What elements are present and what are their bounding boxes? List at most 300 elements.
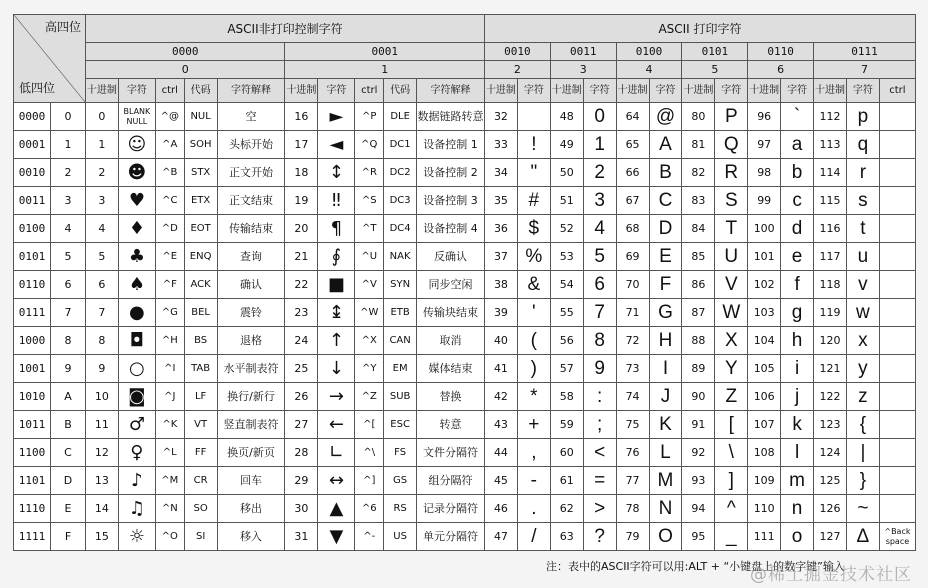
char-cell: J [649, 383, 682, 411]
char-cell: M [649, 467, 682, 495]
char-cell: / [517, 523, 550, 551]
code-cell: ACK [184, 271, 217, 299]
dec-header: 十进制 [484, 79, 517, 103]
char-cell: ← [318, 411, 355, 439]
dec-cell: 101 [748, 243, 781, 271]
ctrl-cell: ^N [155, 495, 184, 523]
code-cell: ENQ [184, 243, 217, 271]
dec-cell: 108 [748, 439, 781, 467]
char-cell: ` [781, 103, 814, 131]
char-cell: ● [118, 299, 155, 327]
ctrl-cell [879, 355, 915, 383]
dec-header: 十进制 [748, 79, 781, 103]
char-cell: " [517, 159, 550, 187]
code-header: 代码 [384, 79, 417, 103]
code-cell: VT [184, 411, 217, 439]
low-bits-cell: 1011 [14, 411, 51, 439]
high-num-2: 2 [484, 61, 550, 79]
char-cell: W [715, 299, 748, 327]
dec-cell: 122 [814, 383, 847, 411]
code-cell: LF [184, 383, 217, 411]
char-cell: < [583, 439, 616, 467]
char-cell: ↑ [318, 327, 355, 355]
code-cell: EOT [184, 215, 217, 243]
ctrl-cell: ^T [355, 215, 384, 243]
desc-cell: 水平制表符 [217, 355, 285, 383]
char-cell: o [781, 523, 814, 551]
dec-cell: 33 [484, 131, 517, 159]
watermark: @稀土掘金技术社区 [750, 565, 912, 585]
dec-cell: 113 [814, 131, 847, 159]
char-cell: ► [318, 103, 355, 131]
char-cell: ! [517, 131, 550, 159]
char-cell: ^ [715, 495, 748, 523]
low-bits-cell: 0001 [14, 131, 51, 159]
char-cell: D [649, 215, 682, 243]
dec-cell: 114 [814, 159, 847, 187]
char-cell: Y [715, 355, 748, 383]
dec-cell: 54 [550, 271, 583, 299]
dec-cell: 127 [814, 523, 847, 551]
dec-cell: 25 [285, 355, 318, 383]
low-bits-cell: 0110 [14, 271, 51, 299]
char-cell: ♥ [118, 187, 155, 215]
high-bits-0: 0000 [85, 43, 284, 61]
ctrl-cell: ^Q [355, 131, 384, 159]
dec-cell: 64 [616, 103, 649, 131]
dec-cell: 4 [85, 215, 118, 243]
low-hex-cell: 9 [51, 355, 86, 383]
desc-cell: 设备控制 1 [417, 131, 485, 159]
desc-cell: 组分隔符 [417, 467, 485, 495]
dec-cell: 50 [550, 159, 583, 187]
char-cell: ↨ [318, 299, 355, 327]
char-cell: s [846, 187, 879, 215]
ctrl-cell [879, 271, 915, 299]
dec-cell: 39 [484, 299, 517, 327]
ctrl-cell [879, 215, 915, 243]
char-cell: ∮ [318, 243, 355, 271]
char-cell: + [517, 411, 550, 439]
low-hex-cell: 8 [51, 327, 86, 355]
char-cell: r [846, 159, 879, 187]
high-num-1: 1 [285, 61, 485, 79]
char-cell: ☼ [118, 523, 155, 551]
ctrl-cell: ^P [355, 103, 384, 131]
dec-cell: 90 [682, 383, 715, 411]
char-cell: # [517, 187, 550, 215]
table-row [14, 327, 916, 355]
dec-cell: 78 [616, 495, 649, 523]
char-cell: d [781, 215, 814, 243]
dec-cell: 70 [616, 271, 649, 299]
high-num-5: 5 [682, 61, 748, 79]
dec-cell: 84 [682, 215, 715, 243]
char-cell: p [846, 103, 879, 131]
code-cell: EM [384, 355, 417, 383]
dec-cell: 51 [550, 187, 583, 215]
char-cell: 6 [583, 271, 616, 299]
char-cell: ◘ [118, 327, 155, 355]
high-num-0: 0 [85, 61, 284, 79]
dec-cell: 21 [285, 243, 318, 271]
dec-cell: 13 [85, 467, 118, 495]
char-cell: h [781, 327, 814, 355]
dec-cell: 95 [682, 523, 715, 551]
dec-cell: 6 [85, 271, 118, 299]
ctrl-cell: ^Y [355, 355, 384, 383]
dec-cell: 1 [85, 131, 118, 159]
high-bits-3: 0011 [550, 43, 616, 61]
print-title: ASCII 打印字符 [484, 15, 915, 43]
low-bits-cell: 1010 [14, 383, 51, 411]
ctrl-cell: ^6 [355, 495, 384, 523]
ctrl-cell: ^] [355, 467, 384, 495]
dec-cell: 117 [814, 243, 847, 271]
ctrl-cell: ^X [355, 327, 384, 355]
char-cell: 5 [583, 243, 616, 271]
dec-cell: 22 [285, 271, 318, 299]
dec-cell: 58 [550, 383, 583, 411]
dec-cell: 126 [814, 495, 847, 523]
char-cell: n [781, 495, 814, 523]
char-cell: ↕ [318, 159, 355, 187]
dec-cell: 106 [748, 383, 781, 411]
char-cell: ♠ [118, 271, 155, 299]
char-header: 字符 [318, 79, 355, 103]
char-cell: = [583, 467, 616, 495]
desc-cell: 传输块结束 [417, 299, 485, 327]
code-cell: FS [384, 439, 417, 467]
char-cell: f [781, 271, 814, 299]
code-cell: STX [184, 159, 217, 187]
char-cell: ♦ [118, 215, 155, 243]
dec-cell: 65 [616, 131, 649, 159]
dec-cell: 85 [682, 243, 715, 271]
char-header: 字符 [583, 79, 616, 103]
char-cell: B [649, 159, 682, 187]
table-row [14, 103, 916, 131]
char-cell: e [781, 243, 814, 271]
high-bits-label: 高四位 [44, 20, 81, 34]
low-hex-cell: 6 [51, 271, 86, 299]
dec-cell: 87 [682, 299, 715, 327]
char-cell [517, 103, 550, 131]
dec-cell: 102 [748, 271, 781, 299]
high-bits-7: 0111 [814, 43, 916, 61]
ctrl-cell: ^Z [355, 383, 384, 411]
dec-cell: 52 [550, 215, 583, 243]
footnote: 注：表中的ASCII字符可以用:ALT + “小键盘上的数字键”输入 [546, 560, 845, 573]
dec-cell: 55 [550, 299, 583, 327]
dec-cell: 2 [85, 159, 118, 187]
dec-cell: 32 [484, 103, 517, 131]
char-cell: ♀ [118, 439, 155, 467]
char-cell: L [649, 439, 682, 467]
char-cell: w [846, 299, 879, 327]
desc-cell: 回车 [217, 467, 285, 495]
dec-cell: 8 [85, 327, 118, 355]
char-cell: m [781, 467, 814, 495]
dec-cell: 18 [285, 159, 318, 187]
ctrl-cell: ^[ [355, 411, 384, 439]
code-cell: NAK [384, 243, 417, 271]
char-cell: 4 [583, 215, 616, 243]
char-cell: | [846, 439, 879, 467]
desc-header: 字符解释 [217, 79, 285, 103]
low-hex-cell: D [51, 467, 86, 495]
dec-cell: 44 [484, 439, 517, 467]
low-hex-cell: 3 [51, 187, 86, 215]
dec-cell: 38 [484, 271, 517, 299]
code-cell: SI [184, 523, 217, 551]
char-cell: * [517, 383, 550, 411]
desc-cell: 移入 [217, 523, 285, 551]
dec-cell: 80 [682, 103, 715, 131]
low-hex-cell: E [51, 495, 86, 523]
dec-cell: 27 [285, 411, 318, 439]
ctrl-cell [879, 243, 915, 271]
dec-cell: 19 [285, 187, 318, 215]
char-cell: ♪ [118, 467, 155, 495]
char-cell: Q [715, 131, 748, 159]
dec-cell: 61 [550, 467, 583, 495]
char-cell: g [781, 299, 814, 327]
char-cell: c [781, 187, 814, 215]
desc-cell: 取消 [417, 327, 485, 355]
high-bits-6: 0110 [748, 43, 814, 61]
table-row [14, 411, 916, 439]
char-cell: A [649, 131, 682, 159]
code-cell: SYN [384, 271, 417, 299]
char-cell: ↔ [318, 467, 355, 495]
dec-cell: 119 [814, 299, 847, 327]
char-cell: F [649, 271, 682, 299]
code-cell: SUB [384, 383, 417, 411]
code-cell: DC4 [384, 215, 417, 243]
low-hex-cell: C [51, 439, 86, 467]
char-cell: v [846, 271, 879, 299]
char-header: 字符 [715, 79, 748, 103]
char-cell: ♫ [118, 495, 155, 523]
code-cell: ETX [184, 187, 217, 215]
low-hex-cell: B [51, 411, 86, 439]
dec-cell: 47 [484, 523, 517, 551]
char-cell: C [649, 187, 682, 215]
char-cell: ‼ [318, 187, 355, 215]
dec-cell: 62 [550, 495, 583, 523]
dec-cell: 92 [682, 439, 715, 467]
dec-cell: 75 [616, 411, 649, 439]
dec-cell: 17 [285, 131, 318, 159]
desc-cell: 换页/新页 [217, 439, 285, 467]
low-hex-cell: F [51, 523, 86, 551]
ctrl-cell: ^- [355, 523, 384, 551]
code-cell: DC3 [384, 187, 417, 215]
char-cell: } [846, 467, 879, 495]
ctrl-cell: ^E [155, 243, 184, 271]
dec-cell: 43 [484, 411, 517, 439]
dec-cell: 76 [616, 439, 649, 467]
dec-cell: 71 [616, 299, 649, 327]
dec-header: 十进制 [814, 79, 847, 103]
dec-cell: 35 [484, 187, 517, 215]
dec-cell: 97 [748, 131, 781, 159]
char-cell: z [846, 383, 879, 411]
char-cell: U [715, 243, 748, 271]
char-cell: BLANK NULL [118, 103, 155, 131]
table-row [14, 523, 916, 551]
dec-cell: 10 [85, 383, 118, 411]
char-cell: ↓ [318, 355, 355, 383]
code-cell: DC1 [384, 131, 417, 159]
desc-cell: 文件分隔符 [417, 439, 485, 467]
code-cell: BEL [184, 299, 217, 327]
low-hex-cell: 4 [51, 215, 86, 243]
char-cell: ◄ [318, 131, 355, 159]
ctrl-cell [879, 411, 915, 439]
char-cell: i [781, 355, 814, 383]
ctrl-cell [879, 159, 915, 187]
char-cell: a [781, 131, 814, 159]
table-row [14, 299, 916, 327]
char-cell: u [846, 243, 879, 271]
dec-cell: 42 [484, 383, 517, 411]
desc-cell: 查询 [217, 243, 285, 271]
dec-cell: 79 [616, 523, 649, 551]
dec-cell: 63 [550, 523, 583, 551]
dec-cell: 14 [85, 495, 118, 523]
char-cell: ◙ [118, 383, 155, 411]
ctrl-cell [879, 131, 915, 159]
dec-cell: 37 [484, 243, 517, 271]
dec-cell: 16 [285, 103, 318, 131]
table-row [14, 495, 916, 523]
high-num-4: 4 [616, 61, 682, 79]
code-cell: DC2 [384, 159, 417, 187]
dec-cell: 26 [285, 383, 318, 411]
dec-cell: 5 [85, 243, 118, 271]
ctrl-cell: ^\ [355, 439, 384, 467]
dec-cell: 118 [814, 271, 847, 299]
ctrl-header: ctrl [355, 79, 384, 103]
nonprint-title: ASCII非打印控制字符 [85, 15, 484, 43]
low-bits-cell: 1111 [14, 523, 51, 551]
char-cell: R [715, 159, 748, 187]
code-cell: ESC [384, 411, 417, 439]
char-cell: b [781, 159, 814, 187]
char-cell: → [318, 383, 355, 411]
char-cell: 1 [583, 131, 616, 159]
low-bits-cell: 0000 [14, 103, 51, 131]
ctrl-cell: ^D [155, 215, 184, 243]
char-header: 字符 [781, 79, 814, 103]
dec-cell: 12 [85, 439, 118, 467]
ctrl-cell: ^O [155, 523, 184, 551]
low-bits-cell: 1100 [14, 439, 51, 467]
dec-cell: 11 [85, 411, 118, 439]
dec-cell: 15 [85, 523, 118, 551]
ctrl-header: ctrl [155, 79, 184, 103]
dec-cell: 109 [748, 467, 781, 495]
char-cell: 8 [583, 327, 616, 355]
desc-cell: 正文结束 [217, 187, 285, 215]
desc-cell: 设备控制 4 [417, 215, 485, 243]
char-cell: Δ [846, 523, 879, 551]
char-cell: ] [715, 467, 748, 495]
desc-cell: 媒体结束 [417, 355, 485, 383]
char-cell: V [715, 271, 748, 299]
char-header: 字符 [649, 79, 682, 103]
char-cell: E [649, 243, 682, 271]
dec-header: 十进制 [285, 79, 318, 103]
dec-cell: 72 [616, 327, 649, 355]
low-bits-cell: 1101 [14, 467, 51, 495]
code-cell: ETB [384, 299, 417, 327]
dec-cell: 116 [814, 215, 847, 243]
dec-header: 十进制 [616, 79, 649, 103]
code-cell: NUL [184, 103, 217, 131]
char-cell: 2 [583, 159, 616, 187]
desc-cell: 单元分隔符 [417, 523, 485, 551]
dec-cell: 124 [814, 439, 847, 467]
dec-cell: 104 [748, 327, 781, 355]
char-cell: \ [715, 439, 748, 467]
char-cell: [ [715, 411, 748, 439]
desc-cell: 数据链路转意 [417, 103, 485, 131]
char-cell: K [649, 411, 682, 439]
desc-cell: 移出 [217, 495, 285, 523]
dec-header: 十进制 [550, 79, 583, 103]
dec-cell: 0 [85, 103, 118, 131]
desc-cell: 竖直制表符 [217, 411, 285, 439]
desc-cell: 设备控制 2 [417, 159, 485, 187]
desc-cell: 设备控制 3 [417, 187, 485, 215]
low-bits-label: 低四位 [19, 81, 56, 95]
code-cell: DLE [384, 103, 417, 131]
low-bits-cell: 0010 [14, 159, 51, 187]
dec-cell: 120 [814, 327, 847, 355]
ctrl-cell: ^I [155, 355, 184, 383]
char-cell: Z [715, 383, 748, 411]
dec-cell: 3 [85, 187, 118, 215]
dec-header: 十进制 [85, 79, 118, 103]
char-cell: ☻ [118, 159, 155, 187]
high-bits-1: 0001 [285, 43, 485, 61]
low-bits-cell: 0101 [14, 243, 51, 271]
code-cell: CR [184, 467, 217, 495]
dec-cell: 88 [682, 327, 715, 355]
char-cell: X [715, 327, 748, 355]
desc-cell: 空 [217, 103, 285, 131]
dec-cell: 96 [748, 103, 781, 131]
char-cell: ▲ [318, 495, 355, 523]
char-cell: ○ [118, 355, 155, 383]
char-cell: ; [583, 411, 616, 439]
char-cell: P [715, 103, 748, 131]
code-cell: FF [184, 439, 217, 467]
char-cell: 9 [583, 355, 616, 383]
low-hex-cell: 7 [51, 299, 86, 327]
dec-cell: 99 [748, 187, 781, 215]
char-cell: { [846, 411, 879, 439]
desc-cell: 退格 [217, 327, 285, 355]
dec-cell: 40 [484, 327, 517, 355]
desc-cell: 转意 [417, 411, 485, 439]
dec-cell: 91 [682, 411, 715, 439]
dec-cell: 36 [484, 215, 517, 243]
char-cell: > [583, 495, 616, 523]
